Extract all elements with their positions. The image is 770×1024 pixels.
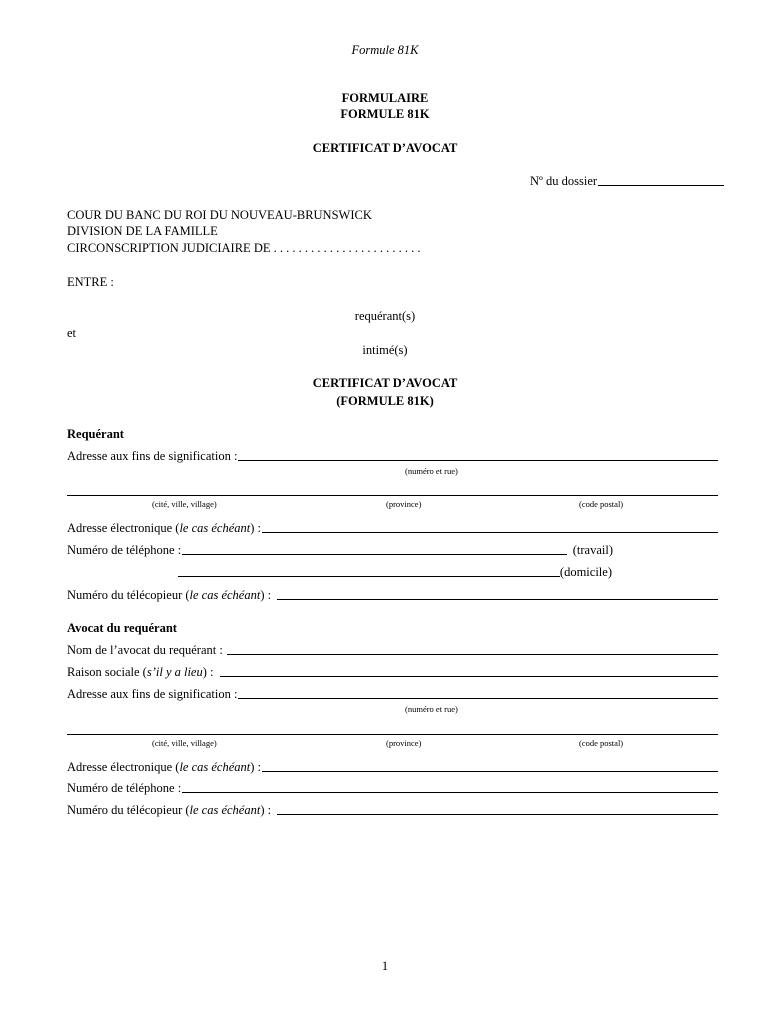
lawyer-city-hint: (cité, ville, village)	[152, 738, 217, 748]
applicant-street-hint: (numéro et rue)	[405, 466, 458, 476]
lawyer-postal-hint: (code postal)	[579, 738, 624, 748]
lawyer-city-province-field[interactable]	[67, 734, 718, 735]
applicant-city-province-field[interactable]	[67, 495, 718, 496]
lawyer-email-label-b: ) :	[250, 760, 262, 774]
certificate-title-line2: (FORMULE 81K)	[336, 394, 434, 408]
lawyer-name-row	[67, 644, 718, 657]
applicant-address-field[interactable]	[238, 460, 718, 461]
lawyer-email-label-italic: le cas échéant	[179, 760, 251, 774]
lawyer-fax-label-a: Numéro du télécopieur (	[67, 803, 190, 817]
lawyer-firm-field[interactable]	[220, 676, 719, 677]
lawyer-phone-field[interactable]	[182, 792, 718, 793]
applicant-email-field[interactable]	[262, 532, 718, 533]
applicant-province-hint: (province)	[386, 499, 422, 509]
court-division: DIVISION DE LA FAMILLE	[67, 224, 218, 238]
applicant-phone-label: Numéro de téléphone :	[67, 543, 182, 557]
lawyer-firm-row	[67, 666, 718, 679]
applicant-fax-label-a: Numéro du télécopieur (	[67, 588, 190, 602]
lawyer-address-row	[67, 688, 718, 701]
applicant-fax-label-b: ) :	[260, 588, 272, 602]
lawyer-fax-label-italic: le cas échéant	[189, 803, 261, 817]
applicant-email-label-italic: le cas échéant	[179, 521, 251, 535]
and-label: et	[67, 326, 77, 340]
lawyer-phone-label: Numéro de téléphone :	[67, 781, 182, 795]
lawyer-email-row	[67, 761, 718, 774]
lawyer-fax-label-b: ) :	[260, 803, 272, 817]
running-title: Formule 81K	[351, 43, 419, 57]
lawyer-email-field[interactable]	[262, 771, 718, 772]
applicant-fax-label-italic: le cas échéant	[189, 588, 261, 602]
lawyer-street-hint: (numéro et rue)	[405, 704, 458, 714]
applicant-home-suffix: (domicile)	[559, 565, 612, 579]
lawyer-name-label: Nom de l’avocat du requérant :	[67, 643, 223, 657]
lawyer-fax-field[interactable]	[277, 814, 718, 815]
court-name: COUR DU BANC DU ROI DU NOUVEAU-BRUNSWICK	[67, 208, 372, 222]
lawyer-phone-row	[67, 782, 718, 795]
respondent-party-label: intimé(s)	[362, 343, 408, 357]
applicant-email-label-a: Adresse électronique (	[67, 521, 180, 535]
lawyer-heading: Avocat du requérant	[67, 621, 177, 635]
form-title-line2: FORMULE 81K	[340, 107, 430, 121]
lawyer-province-hint: (province)	[386, 738, 422, 748]
lawyer-address-label: Adresse aux fins de signification :	[67, 687, 238, 701]
lawyer-email-label-a: Adresse électronique (	[67, 760, 180, 774]
applicant-email-row	[67, 522, 718, 535]
lawyer-firm-label-a: Raison sociale (	[67, 665, 147, 679]
judicial-district: CIRCONSCRIPTION JUDICIAIRE DE . . . . . . . . . . . . . . . . . . . . . . . .	[67, 241, 421, 255]
between-label: ENTRE :	[67, 275, 114, 289]
file-number-label: Nº du dossier	[530, 174, 598, 188]
applicant-work-phone-field[interactable]	[182, 554, 567, 555]
applicant-fax-field[interactable]	[277, 599, 718, 600]
applicant-home-phone-row	[178, 566, 612, 579]
file-number-field[interactable]	[598, 185, 724, 186]
applicant-postal-hint: (code postal)	[579, 499, 624, 509]
applicant-home-phone-field[interactable]	[178, 576, 560, 577]
applicant-work-suffix: (travail)	[572, 543, 613, 557]
applicant-fax-row	[67, 589, 718, 602]
form-title-line3: CERTIFICAT D’AVOCAT	[312, 141, 458, 155]
certificate-title-line1: CERTIFICAT D’AVOCAT	[312, 376, 458, 390]
applicant-address-label: Adresse aux fins de signification :	[67, 449, 238, 463]
lawyer-name-field[interactable]	[227, 654, 718, 655]
lawyer-fax-row	[67, 804, 718, 817]
file-number-row	[530, 175, 724, 188]
applicant-party-label: requérant(s)	[354, 309, 416, 323]
applicant-email-label-b: ) :	[250, 521, 262, 535]
page-number: 1	[381, 959, 389, 973]
lawyer-firm-label-italic: s’il y a lieu	[146, 665, 203, 679]
lawyer-firm-label-b: ) :	[202, 665, 214, 679]
applicant-city-hint: (cité, ville, village)	[152, 499, 217, 509]
applicant-address-row	[67, 450, 718, 463]
form-title-line1: FORMULAIRE	[341, 91, 429, 105]
applicant-phone-row	[67, 544, 613, 557]
applicant-heading: Requérant	[67, 427, 124, 441]
lawyer-address-field[interactable]	[238, 698, 718, 699]
